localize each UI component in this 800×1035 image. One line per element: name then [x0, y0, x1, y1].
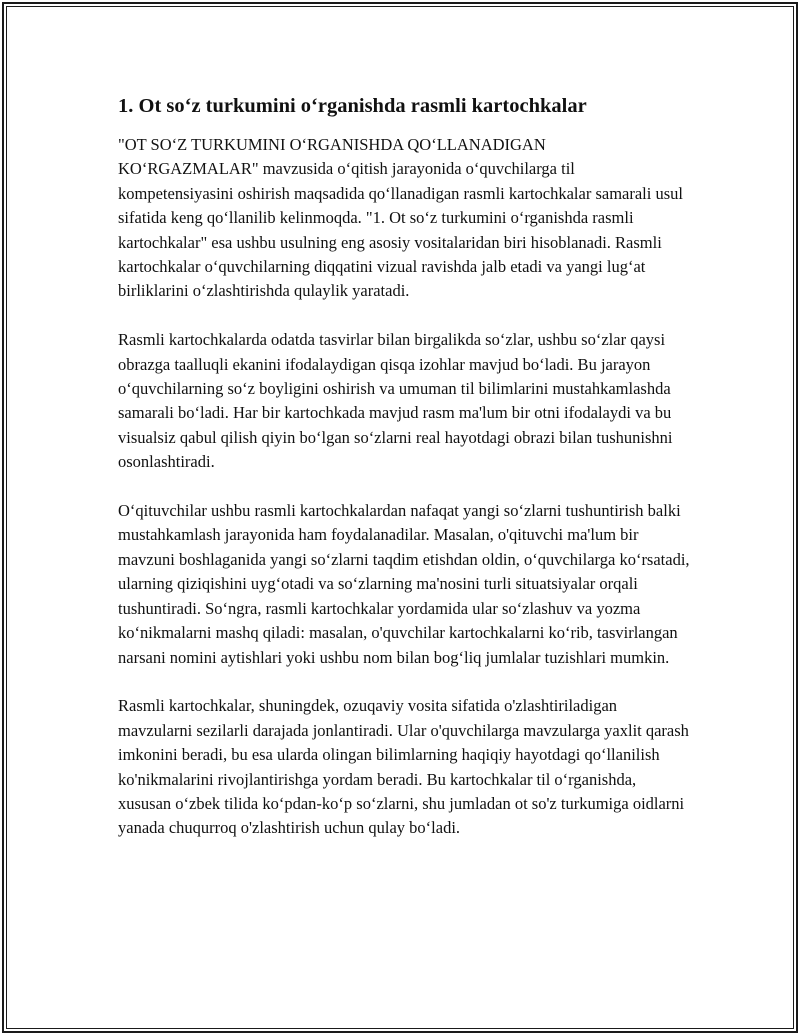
paragraph-4: Rasmli kartochkalar, shuningdek, ozuqaviy vosita sifatida o'zlashtiriladigan mavzularni sezilarli darajada jonlantiradi. Ular o'quvchilarga mavzularga yaxlit qarash imkonini beradi, bu esa ularda olingan bilimlarning haqiqiy hayotdagi qo‘llanilish ko'nikmalarini rivojlantirishga yordam beradi. Bu kartochkalar til o‘rganishda, xususan o‘zbek tilida ko‘pdan-ko‘p so‘zlarni, shu jumladan ot so'z turkumiga oidlarni yanada chuqurroq o'zlashtirish uchun qulay bo‘ladi. [118, 696, 689, 838]
section-heading: 1. Ot so‘z turkumini o‘rganishda rasmli kartochkalar [118, 95, 587, 117]
paragraph-2: Rasmli kartochkalarda odatda tasvirlar bilan birgalikda so‘zlar, ushbu so‘zlar qaysi obrazga taalluqli ekanini ifodalaydigan qisqa izohlar mavjud bo‘ladi. Bu jarayon o‘quvchilarning so‘z boyligini oshirish va umuman til bilimlarini mustahkamlashda samarali bo‘ladi. Har bir kartochkada mavjud rasm ma'lum bir otni ifodalaydi va bu visualsiz qabul qilish qiyin bo‘lgan so‘zlarni real hayotdagi obrazi bilan tushunishni osonlashtiradi. [118, 330, 673, 472]
document-body [118, 92, 690, 865]
paragraph-3: O‘qituvchilar ushbu rasmli kartochkalardan nafaqat yangi so‘zlarni tushuntirish balki mustahkamlash jarayonida ham foydalanadilar. Masalan, o'qituvchi ma'lum bir mavzuni boshlaganida yangi so‘zlarni taqdim etishdan oldin, o‘quvchilarga ko‘rsatadi, ularning qiziqishini uyg‘otadi va so‘zlarning ma'nosini turli situatsiyalar orqali tushuntiradi. So‘ngra, rasmli kartochkalar yordamida ular so‘zlashuv va yozma ko‘nikmalarni mashq qiladi: masalan, o'quvchilar kartochkalarni ko‘rib, tasvirlangan narsani nomini aytishlari yoki ushbu nom bilan bog‘liq jumlalar tuzishlari mumkin. [118, 501, 690, 667]
paragraph-1: "OT SO‘Z TURKUMINI O‘RGANISHDA QO‘LLANADIGAN KO‘RGAZMALAR" mavzusida o‘qitish jarayonida o‘quvchilarga til kompetensiyasini oshirish maqsadida qo‘llanadigan rasmli kartochkalar samarali usul sifatida keng qo‘llanilib kelinmoqda. "1. Ot so‘z turkumini o‘rganishda rasmli kartochkalar" esa ushbu usulning eng asosiy vositalaridan biri hisoblanadi. Rasmli kartochkalar o‘quvchilarning diqqatini vizual ravishda jalb etadi va yangi lug‘at birliklarini o‘zlashtirishda qulaylik yaratadi. [118, 135, 683, 301]
